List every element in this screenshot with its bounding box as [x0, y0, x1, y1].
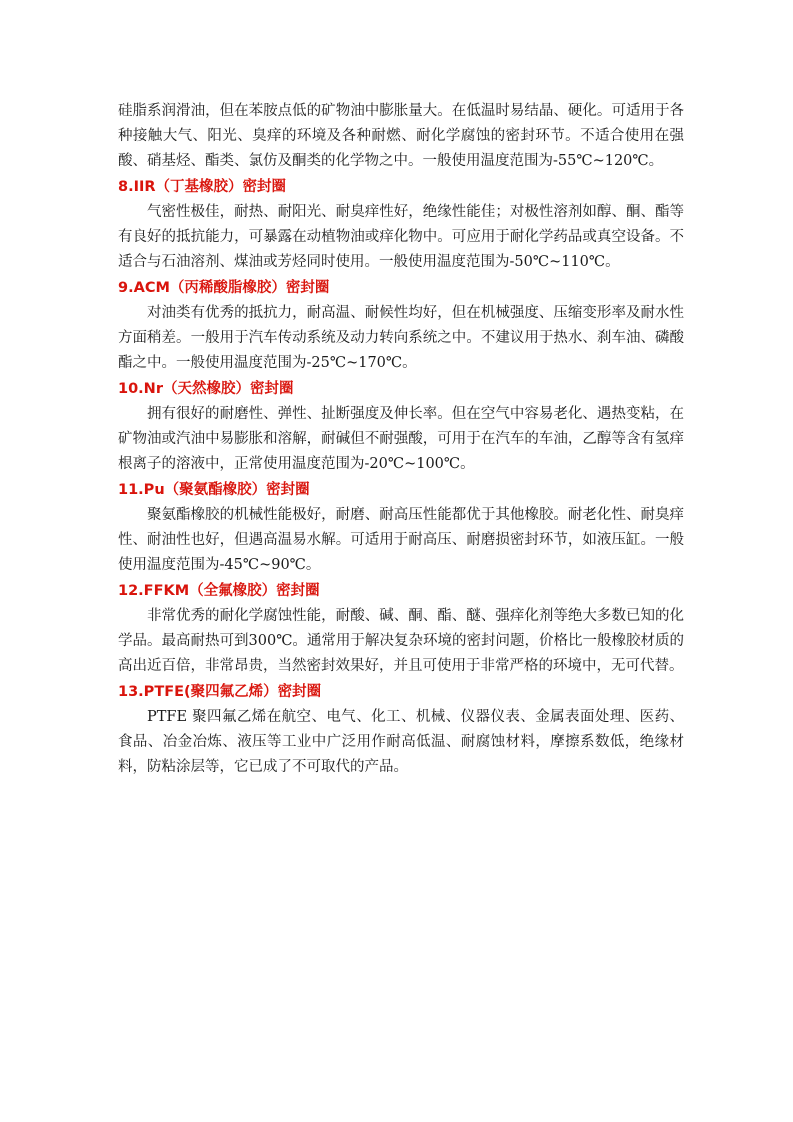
section-body-acm: 对油类有优秀的抵抗力，耐高温、耐候性均好，但在机械强度、压缩变形率及耐水性方面稍差。一般用于汽车传动系统及动力转向系统之中。不建议用于热水、刹车油、磷酸酯之中。一般使用温度范围为-25℃~170℃。 — [118, 305, 684, 371]
section-heading-nr: 10.Nr（天然橡胶）密封圈 — [118, 381, 294, 397]
document-page — [118, 99, 684, 780]
section-body-nr: 拥有很好的耐磨性、弹性、扯断强度及伸长率。但在空气中容易老化、遇热变粘，在矿物油或汽油中易膨胀和溶解，耐碱但不耐强酸，可用于在汽车的车油，乙醇等含有氢痒根离子的溶液中，正常使用温度范围为-20℃~100℃。 — [118, 406, 684, 472]
section-heading-iir: 8.IIR（丁基橡胶）密封圈 — [118, 179, 287, 195]
section-body-ptfe: PTFE 聚四氟乙烯在航空、电气、化工、机械、仪器仪表、金属表面处理、医药、食品、冶金冶炼、液压等工业中广泛用作耐高低温、耐腐蚀材料，摩擦系数低，绝缘材料，防粘涂层等，它已成了不可取代的产品。 — [118, 709, 684, 775]
section-heading-acm: 9.ACM（丙稀酸脂橡胶）密封圈 — [118, 280, 330, 296]
section-heading-pu: 11.Pu（聚氨酯橡胶）密封圈 — [118, 482, 310, 498]
section-heading-ffkm: 12.FFKM（全氟橡胶）密封圈 — [118, 583, 320, 599]
section-heading-ptfe: 13.PTFE(聚四氟乙烯）密封圈 — [118, 684, 322, 700]
intro-paragraph: 硅脂系润滑油，但在苯胺点低的矿物油中膨胀量大。在低温时易结晶、硬化。可适用于各种接触大气、阳光、臭痒的环境及各种耐燃、耐化学腐蚀的密封环节。不适合使用在强酸、硝基烃、酯类、氯仿及酮类的化学物之中。一般使用温度范围为-55℃~120℃。 — [118, 103, 684, 169]
section-body-ffkm: 非常优秀的耐化学腐蚀性能，耐酸、碱、酮、酯、醚、强痒化剂等绝大多数已知的化学品。最高耐热可到300℃。通常用于解决复杂环境的密封问题，价格比一般橡胶材质的高出近百倍，非常昂贵，当然密封效果好，并且可使用于非常严格的环境中，无可代替。 — [118, 608, 684, 674]
section-body-pu: 聚氨酯橡胶的机械性能极好，耐磨、耐高压性能都优于其他橡胶。耐老化性、耐臭痒性、耐油性也好，但遇高温易水解。可适用于耐高压、耐磨损密封环节，如液压缸。一般使用温度范围为-45℃~90℃。 — [118, 507, 684, 573]
section-body-iir: 气密性极佳，耐热、耐阳光、耐臭痒性好，绝缘性能佳；对极性溶剂如醇、酮、酯等有良好的抵抗能力，可暴露在动植物油或痒化物中。可应用于耐化学药品或真空设备。不适合与石油溶剂、煤油或芳烃同时使用。一般使用温度范围为-50℃~110℃。 — [118, 204, 684, 270]
